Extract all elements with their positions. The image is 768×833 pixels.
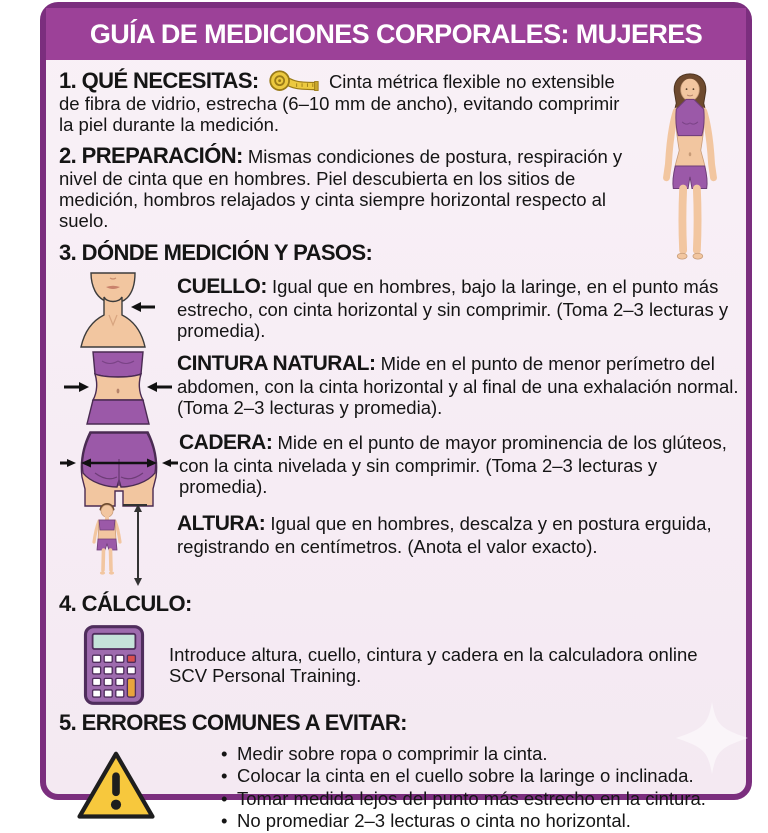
error-bullet-3: • Tomar medida lejos del punto más estrecho en la cintura. — [221, 788, 706, 811]
measurement-row-waist — [59, 350, 740, 426]
section-1 — [59, 68, 740, 135]
hips-text: Mide en el punto de mayor prominencia de los glúteos, con la cinta nivelada y sin comprimir. (Toma 2–3 lecturas y promedia). — [179, 431, 727, 497]
section-4-heading — [59, 591, 740, 616]
hips-label: CADERA: — [179, 430, 273, 454]
section-5-label: 5. ERRORES COMUNES A EVITAR: — [59, 709, 407, 735]
neck-label: CUELLO: — [177, 274, 267, 298]
waist-text: Mide en el punto de menor perímetro del abdomen, con la cinta horizontal y al final de una exhalación normal. (Toma 2–3 lecturas y promedia). — [177, 352, 739, 418]
measurement-text-hips — [179, 429, 740, 497]
waist-label: CINTURA NATURAL: — [177, 351, 376, 375]
sparkle-decoration — [676, 702, 748, 774]
section-4-label: 4. CÁLCULO: — [59, 590, 192, 616]
height-illustration — [59, 510, 177, 588]
measurement-row-neck — [59, 273, 740, 347]
measuring-tape-icon — [268, 69, 320, 93]
calculation-text: Introduce altura, cuello, cintura y cadera en la calculadora online SCV Personal Training. — [169, 643, 698, 686]
neck-text: Igual que en hombres, bajo la laringe, en el punto más estrecho, con cinta horizontal y sin comprimir. (Toma 2–3 lecturas y promedia). — [177, 275, 729, 341]
guide-card — [40, 2, 752, 832]
hips-illustration — [59, 429, 179, 507]
height-text: Igual que en hombres, descalza y en postura erguida, registrando en centímetros. (Anota el valor exacto). — [177, 512, 712, 557]
errors-bullet-list — [221, 743, 706, 833]
waist-illustration — [59, 350, 177, 426]
page-title: GUÍA DE MEDICIONES CORPORALES: MUJERES — [89, 18, 703, 49]
warning-triangle-icon — [73, 747, 159, 825]
section-1-text: Cinta métrica flexible no extensible de fibra de vidrio, estrecha (6–10 mm de ancho), evitando comprimir la piel durante la medición. — [59, 71, 620, 136]
error-bullet-1: • Medir sobre ropa o comprimir la cinta. — [221, 743, 706, 766]
measurement-row-height — [59, 510, 740, 588]
neck-illustration — [59, 273, 177, 347]
measurement-text-waist — [177, 350, 740, 418]
section-2 — [59, 143, 740, 231]
error-bullet-4: • No promediar 2–3 lecturas o cinta no horizontal. — [221, 810, 706, 833]
measurement-row-hips — [59, 429, 740, 507]
section-1-label: 1. QUÉ NECESITAS: — [59, 68, 259, 93]
section-3-heading — [59, 240, 740, 265]
measurement-text-height — [177, 510, 740, 557]
measurement-text-neck — [177, 273, 740, 341]
section-5-heading — [59, 710, 740, 735]
calculator-icon — [79, 624, 149, 706]
section-2-text: Mismas condiciones de postura, respiración y nivel de cinta que en hombres. Piel descubierta en los sitios de medición, hombros relajados y cinta siempre horizontal respecto al suelo. — [59, 146, 623, 232]
error-bullet-2: • Colocar la cinta en el cuello sobre la laringe o inclinada. — [221, 765, 706, 788]
section-3-label: 3. DÓNDE MEDICIÓN Y PASOS: — [59, 239, 373, 265]
guide-content — [46, 60, 746, 832]
woman-figure-illustration — [644, 68, 736, 264]
header-banner — [46, 8, 746, 60]
errors-row — [59, 743, 740, 833]
section-2-label: 2. PREPARACIÓN: — [59, 143, 243, 169]
calculation-row — [59, 624, 740, 706]
height-label: ALTURA: — [177, 511, 266, 535]
